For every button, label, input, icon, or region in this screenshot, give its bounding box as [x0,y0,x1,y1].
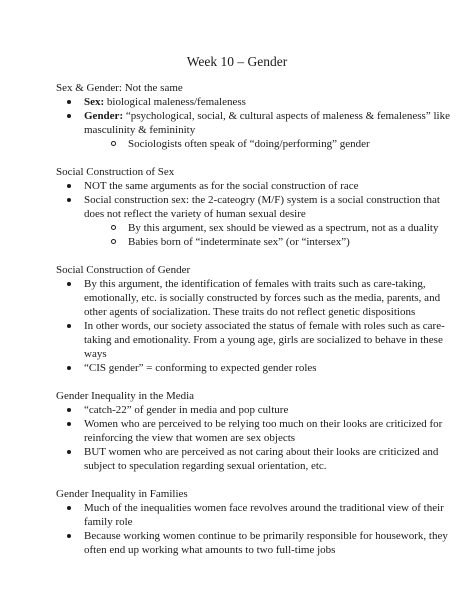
sub-item-text: Babies born of “indeterminate sex” (or “intersex”) [128,236,350,248]
bullet-list [56,403,456,473]
list-item [56,445,456,473]
list-item [56,95,456,109]
item-text: Women who are perceived to be relying too much on their looks are criticized for reinforcing the view that women are sex objects [84,418,443,444]
term: Gender: [84,110,124,122]
term: Sex: [84,96,105,108]
item-text: Social construction sex: the 2-cateogry (M/F) system is a social construction that does not reflect the variety of human sexual desire [84,194,440,220]
bullet-icon [67,114,71,118]
section-inequality-families [56,487,456,557]
bullet-icon [67,184,71,188]
bullet-icon [67,324,71,328]
bullet-list [56,501,456,557]
bullet-icon [67,282,71,286]
list-item [56,179,456,193]
list-item [56,403,456,417]
bullet-icon [67,506,71,510]
section-social-construction-gender [56,263,456,375]
list-item [56,361,456,375]
item-text: NOT the same arguments as for the social construction of race [84,180,359,192]
section-heading: Social Construction of Sex [56,166,175,178]
bullet-icon [67,100,71,104]
item-text: BUT women who are perceived as not caring about their looks are criticized and subject to speculation regarding sexual orientation, etc. [84,446,439,472]
bullet-icon [67,450,71,454]
list-item [56,529,456,557]
bullet-list [56,179,456,249]
bullet-list [56,277,456,375]
list-item [56,193,456,221]
hollow-bullet-icon [111,141,116,146]
bullet-icon [67,422,71,426]
item-text: In other words, our society associated the status of female with roles such as care-taking and emotionality. From a young age, girls are socialized to behave in these ways [84,320,445,360]
section-heading: Social Construction of Gender [56,264,191,276]
item-text: Much of the inequalities women face revolves around the traditional view of their family role [84,502,444,528]
item-text: biological maleness/femaleness [104,96,246,108]
section-heading: Sex & Gender: Not the same [56,82,183,94]
list-item [56,109,456,137]
item-text: By this argument, the identification of females with traits such as care-taking, emotionally, etc. is socially constructed by forces such as the media, parents, and other agents of socialization. These traits do not reflect genetic dispositions [84,278,441,318]
section-heading: Gender Inequality in the Media [56,390,195,402]
section-heading: Gender Inequality in Families [56,488,188,500]
bullet-icon [67,534,71,538]
bullet-icon [67,366,71,370]
hollow-bullet-icon [111,225,116,230]
page-title: Week 10 – Gender [186,54,288,69]
sub-item-text: Sociologists often speak of “doing/performing” gender [128,138,370,150]
list-item [56,319,456,361]
document-body [56,81,456,571]
sub-list-item [56,137,456,151]
section-sex-gender [56,81,456,151]
item-text: “CIS gender” = conforming to expected gender roles [84,362,317,374]
bullet-list [56,95,456,151]
item-text: “catch-22” of gender in media and pop culture [84,404,289,416]
sub-list-item [56,235,456,249]
list-item [56,501,456,529]
bullet-icon [67,198,71,202]
item-text: Because working women continue to be primarily responsible for housework, they often end up working what amounts to two full-time jobs [84,530,448,556]
list-item [56,417,456,445]
bullet-icon [67,408,71,412]
hollow-bullet-icon [111,239,116,244]
section-social-construction-sex [56,165,456,249]
sub-item-text: By this argument, sex should be viewed as a spectrum, not as a duality [128,222,439,234]
item-text: “psychological, social, & cultural aspects of maleness & femaleness” like masculinity & femininity [84,110,450,136]
list-item [56,277,456,319]
section-inequality-media [56,389,456,473]
sub-list-item [56,221,456,235]
